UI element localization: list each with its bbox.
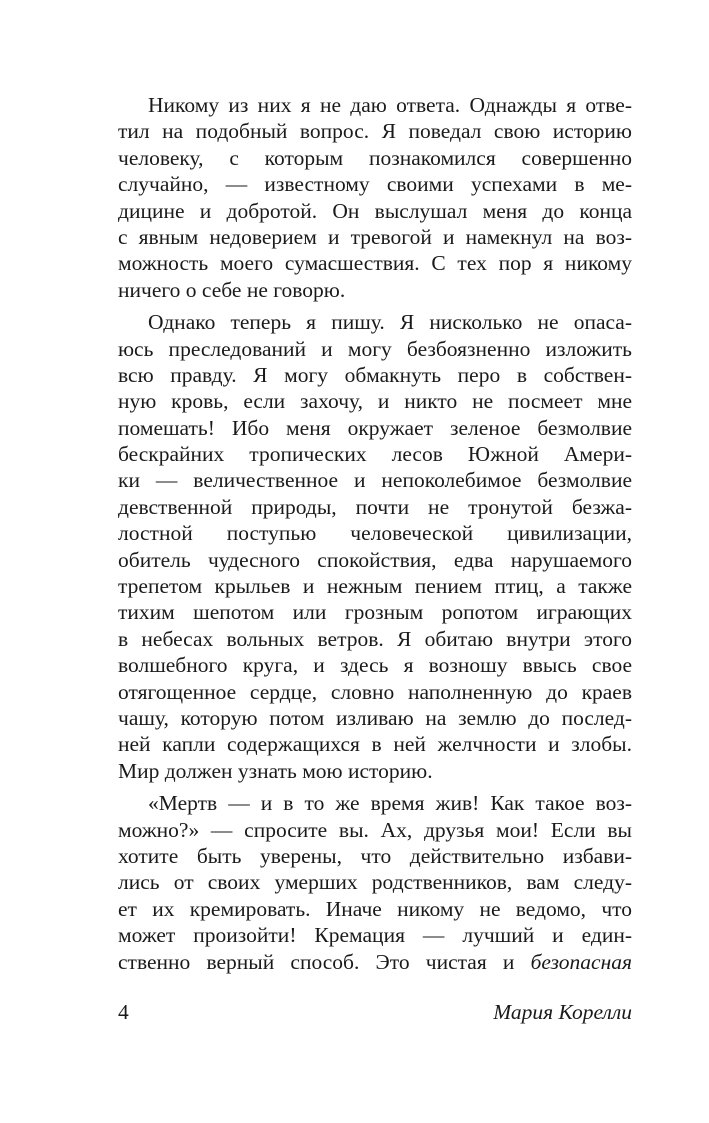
paragraph-3-line-2: можно?» — спросите вы. Ах, друзья мои! Если вы	[118, 817, 632, 842]
paragraph-2-line-2: юсь преследований и могу безбоязненно изложить	[118, 336, 632, 361]
paragraph-2-line-6: бескрайних тропических лесов Южной Амери-	[118, 442, 632, 467]
paragraph-2-line-5: помешать! Ибо меня окружает зеленое безмолвие	[118, 415, 632, 440]
paragraph-3-line-7-text: ственно верный способ. Это чистая и	[118, 949, 531, 974]
paragraph-2-line-4: ную кровь, если захочу, и никто не посмеет мне	[118, 389, 632, 414]
paragraph-3-line-7-italic: безопасная	[530, 949, 632, 974]
paragraph-2-line-12: тихим шепотом или грозным ропотом играющих	[118, 600, 632, 625]
paragraph-2-line-16: чашу, которую потом изливаю на землю до послед-	[118, 705, 632, 730]
paragraph-3-line-3: хотите быть уверены, что действительно избави-	[118, 843, 632, 868]
paragraph-2-line-11: трепетом крыльев и нежным пением птиц, а также	[118, 574, 632, 599]
paragraph-2-line-13: в небесах вольных ветров. Я обитаю внутри этого	[118, 626, 632, 651]
paragraph-2-line-18: Мир должен узнать мою историю.	[118, 758, 433, 783]
paragraph-1-line-5: дицине и добротой. Он выслушал меня до конца	[118, 198, 632, 223]
paragraph-2-line-7: ки — величественное и непоколебимое безмолвие	[118, 468, 632, 493]
paragraph-3-line-7	[118, 949, 632, 975]
paragraph-2-line-15: отягощенное сердце, словно наполненную до краев	[118, 679, 632, 704]
paragraph-3-line-5: ет их кремировать. Иначе никому не ведомо, что	[118, 896, 632, 921]
paragraph-3-line-1: «Мертв — и в то же время жив! Как такое воз-	[148, 791, 632, 816]
paragraph-3-line-6: может произойти! Кремация — лучший и един-	[118, 923, 632, 948]
paragraph-2-line-8: девственной природы, почти не тронутой безжа-	[118, 494, 632, 519]
paragraph-1-line-1: Никому из них я не даю ответа. Однажды я отве-	[148, 93, 632, 117]
paragraph-2-line-3: всю правду. Я могу обмакнуть перо в собствен-	[118, 362, 632, 387]
paragraph-1-line-4: случайно, — известному своими успехами в ме-	[118, 172, 632, 197]
paragraph-1-line-3: человеку, с которым познакомился совершенно	[118, 145, 632, 170]
paragraph-1-line-2: тил на подобный вопрос. Я поведал свою историю	[118, 119, 632, 144]
paragraph-2-line-1: Однако теперь я пишу. Я нисколько не опаса-	[148, 310, 632, 335]
paragraph-1-line-8: ничего о себе не говорю.	[118, 277, 346, 302]
paragraph-1-line-7: можность моего сумасшествия. С тех пор я никому	[118, 251, 632, 276]
paragraph-1-line-6: с явным недоверием и тревогой и намекнул на воз-	[118, 224, 632, 249]
paragraph-2-line-14: волшебного круга, и здесь я возношу ввысь свое	[118, 653, 632, 678]
page-footer	[118, 998, 632, 1026]
paragraph-3-line-4: лись от своих умерших родственников, вам следу-	[118, 870, 632, 895]
paragraph-2-line-17: ней капли содержащихся в ней желчности и злобы.	[118, 732, 632, 757]
running-footer-author: Мария Корелли	[493, 1000, 632, 1024]
paragraph-2-line-9: лостной поступью человеческой цивилизации,	[118, 521, 632, 546]
body-text	[118, 92, 632, 975]
page-number: 4	[118, 1000, 129, 1024]
paragraph-2-line-10: обитель чудесного спокойствия, едва нарушаемого	[118, 547, 632, 572]
